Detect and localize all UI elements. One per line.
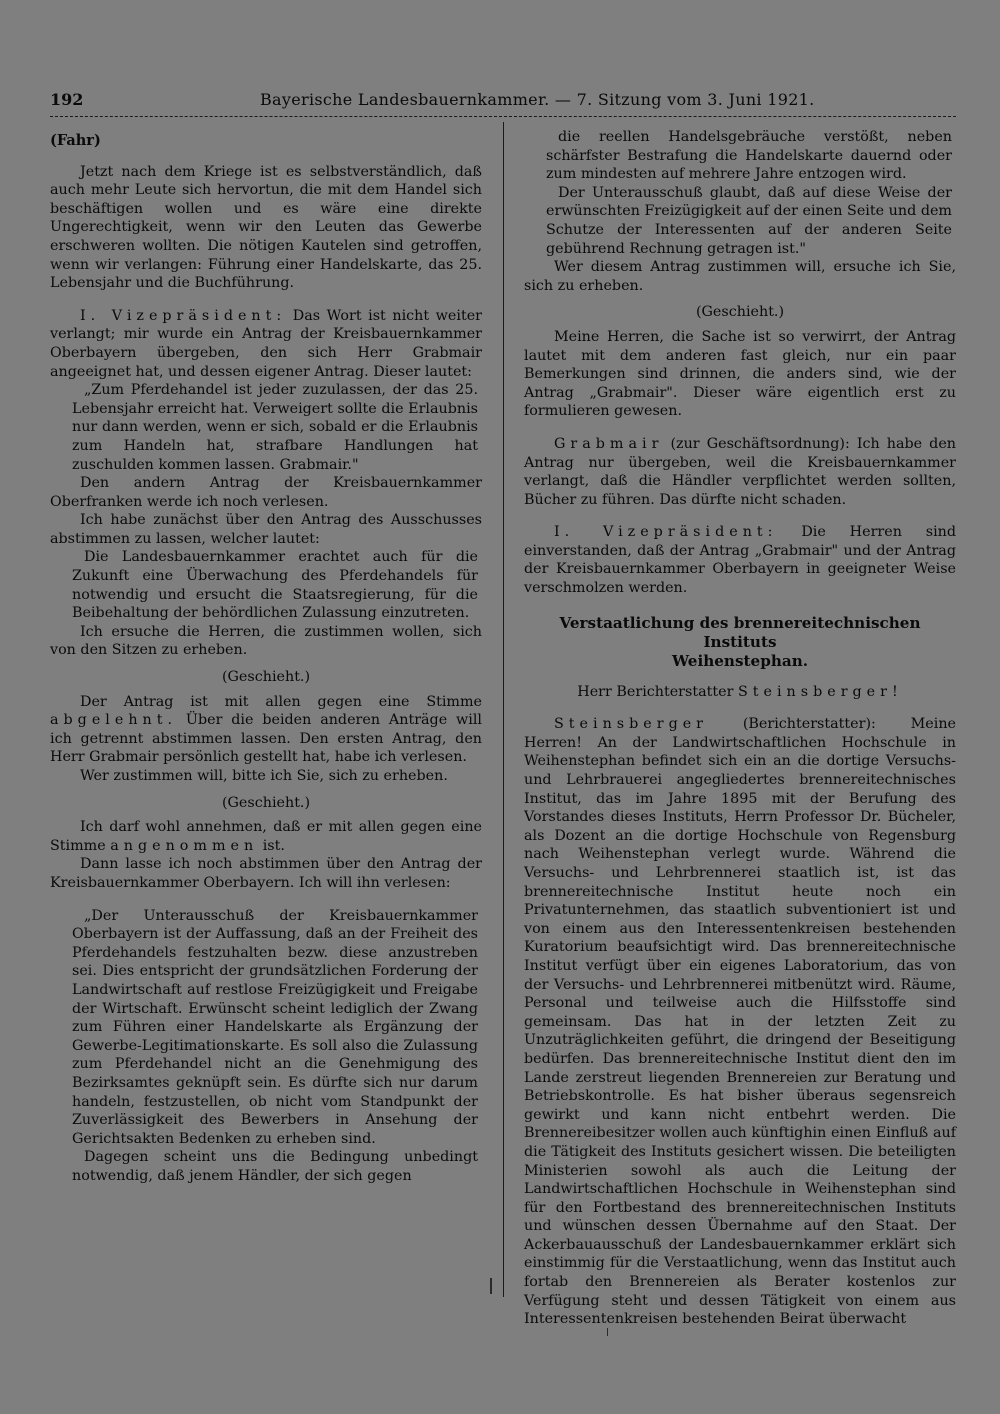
section-heading-line: Weihenstephan. bbox=[671, 651, 809, 670]
speaker-name: Grabmair bbox=[554, 435, 664, 452]
paragraph: Ich ersuche die Herren, die zustimmen wollen, sich von den Sitzen zu erheben. bbox=[50, 623, 482, 659]
paragraph bbox=[50, 693, 482, 767]
paragraph-text: Die Herren sind einverstanden, daß der Antrag „Grabmair" und der Antrag der Kreisbauernkammer Oberbayern in geeigneter Weise verschmolzen werden. bbox=[524, 524, 957, 597]
speaker-name: Steinsberger! bbox=[737, 683, 903, 700]
header-rule bbox=[50, 116, 956, 117]
page-header bbox=[50, 88, 950, 112]
quote: „Der Unterausschuß der Kreisbauernkammer Oberbayern ist der Auffassung, daß an der Freiheit des Pferdehandels festzuhalten bezw. diese anzustreben sei. Dies entspricht der grundsätzlichen Forderung der Landwirtschaft auf restlose Freizügigkeit und Freigabe der Wirtschaft. Erwünscht scheint lediglich der Zwang zum Führen einer Handelskarte als Ergänzung der Gewerbe-Legitimationskarte. Es soll also die Zulassung zum Pferdehandel nicht an die Genehmigung des Bezirksamtes geknüpft sein. Es dürfte sich nur darum handeln, festzustellen, ob nicht vom Standpunkt der Zuverlässigkeit des Bewerbers in Ansehung der Gerichtsakten Bedenken zu erheben sind. bbox=[72, 907, 478, 1147]
section-heading bbox=[524, 614, 956, 671]
paragraph-text: (Berichterstatter): Meine Herren! An der Landwirtschaftlichen Hochschule in Weihenstephan befindet sich ein an die dortige Versuchs- und Lehrbrauerei angegliedertes brennereitechnisches Institut, das im Jahre 1895 mit der Berufung des Vorstandes dieses Instituts, Herrn Professor Dr. Bücheler, als Dozent an die dortige Hochschule von Regensburg nach Weihenstephan verlegt wurde. Während die Versuchs- und Lehrbrennerei staatlich ist, ist das brennereitechnische Institut heute noch ein Privatunternehmen, das staatlich subventioniert ist und von einem aus den Interessentenkreisen bestehenden Kuratorium beaufsichtigt wird. Das brennereitechnische Institut verfügt über ein eigenes Laboratorium, das von der Versuchs- und Lehrbrennerei mitbenützt wird. Räume, Personal und teilweise auch die Hilfsstoffe sind gemeinsam. Das hat in der letzten Zeit zu Unzuträglichkeiten geführt, die dringend der Beseitigung bedürfen. Das brennereitechnische Institut dient den im Lande zerstreut liegenden Brennereien zur Beratung und Betriebskontrolle. Es hat bisher überaus segensreich gewirkt und kann nicht entbehrt werden. Die Brennereibesitzer wollen auch künftighin einen Einfluß auf die Tätigkeit des Instituts gesichert wissen. Die beteiligten Ministerien sowohl als auch die Leitung der Landwirtschaftlichen Hochschule in Weihenstephan sind für den Fortbestand des brennereitechnischen Instituts und wünschen dessen Übernahme auf den Staat. Der Ackerbauausschuß der Landesbauernkammer erklärt sich einstimmig für die Verstaatlichung, wenn das Institut auch fortab den Brennereien als Berater kostenlos zur Verfügung steht und dessen Tätigkeit von einem aus Interessentenkreisen bestehenden Beirat überwacht bbox=[524, 716, 956, 1328]
paragraph bbox=[50, 818, 482, 855]
speaker-name: Steinsberger bbox=[554, 716, 709, 733]
paragraph: Ich habe zunächst über den Antrag des Ausschusses abstimmen zu lassen, welcher lautet: bbox=[50, 512, 482, 547]
speaker-name: I. Vizepräsident: bbox=[80, 307, 287, 324]
page-number: 192 bbox=[50, 90, 84, 109]
paragraph-text: Herr Berichterstatter bbox=[577, 683, 734, 700]
speaker-tag: (Fahr) bbox=[50, 132, 101, 149]
paragraph-text: (zur Geschäftsordnung): Ich habe den Antrag nur übergeben, weil die Kreisbauernkammer verlangt, daß die Händler verpflichtet werden sollten, Bücher zu führen. Das dürfte nicht schaden. bbox=[524, 435, 956, 508]
speaker-name: I. Vizepräsident: bbox=[554, 524, 778, 541]
running-title: Bayerische Landesbauernkammer. — 7. Sitzung vom 3. Juni 1921. bbox=[260, 90, 815, 109]
paragraph: Wer diesem Antrag zustimmen will, ersuche ich Sie, sich zu erheben. bbox=[524, 259, 956, 294]
stage-direction: (Geschieht.) bbox=[221, 794, 311, 811]
paragraph: Meine Herren, die Sache ist so verwirrt, der Antrag lautet mit dem anderen fast gleich, nur ein paar Bemerkungen sind drinnen, die anders sind, wie der Antrag „Grabmair". Dieser wäre eigentlich erst zu formulieren gewesen. bbox=[524, 328, 956, 420]
quote: die reellen Handelsgebräuche verstößt, neben schärfster Bestrafung die Handelskarte dauernd oder zum mindesten auf mehrere Jahre entzogen wird. bbox=[546, 129, 952, 183]
paragraph-text: ist. bbox=[262, 837, 285, 854]
emphasis: angenommen bbox=[110, 837, 259, 854]
quote: „Zum Pferdehandel ist jeder zuzulassen, der das 25. Lebensjahr erreicht hat. Verweigert sollte die Erlaubnis nur dann werden, wenn er sich, sobald er die Erlaubnis zum Handeln hat, strafbare Handlungen hat zuschulden kommen lassen. Grabmair." bbox=[72, 382, 478, 473]
paragraph-text: Ich darf wohl annehmen, daß er mit allen gegen eine Stimme bbox=[50, 819, 482, 854]
print-mark bbox=[607, 1328, 608, 1336]
paragraph bbox=[524, 715, 956, 1329]
paragraph: Wer zustimmen will, bitte ich Sie, sich zu erheben. bbox=[80, 768, 448, 784]
paragraph-text: Über die beiden anderen Anträge will ich getrennt abstimmen lassen. Den ersten Antrag, den Herr Grabmair persönlich gestellt hat, habe ich verlesen. bbox=[50, 712, 482, 766]
paragraph: Dann lasse ich noch abstimmen über den Antrag der Kreisbauernkammer Oberbayern. Ich will ihn verlesen: bbox=[50, 856, 482, 891]
quote: Der Unterausschuß glaubt, daß auf diese Weise der erwünschten Freizügigkeit auf der einen Seite und dem Schutze der Interessenten auf der anderen Seite gebührend Rechnung getragen ist." bbox=[546, 184, 952, 257]
left-column bbox=[50, 128, 482, 1185]
print-mark bbox=[490, 1278, 492, 1294]
right-column bbox=[524, 128, 956, 1329]
section-heading-line: Verstaatlichung des brennereitechnischen Instituts bbox=[559, 613, 921, 651]
emphasis: abgelehnt. bbox=[50, 712, 178, 729]
paragraph: Jetzt nach dem Kriege ist es selbstverständlich, daß auch mehr Leute sich hervortun, die mit dem Handel sich beschäftigen wollen und es wäre eine direkte Ungerechtigkeit, wenn wir den Leuten das Gewerbe erschweren wollten. Die nötigen Kautelen sind getroffen, wenn wir verlangen: Führung einer Handelskarte, das 25. Lebensjahr und die Buchführung. bbox=[50, 163, 482, 292]
column-divider bbox=[503, 122, 504, 1297]
stage-direction: (Geschieht.) bbox=[221, 669, 311, 686]
paragraph: Den andern Antrag der Kreisbauernkammer Oberfranken werde ich noch verlesen. bbox=[50, 475, 482, 510]
stage-direction: (Geschieht.) bbox=[695, 304, 785, 321]
quote: Dagegen scheint uns die Bedingung unbedingt notwendig, daß jenem Händler, der sich gegen bbox=[72, 1149, 478, 1184]
paragraph bbox=[524, 683, 956, 702]
quote: Die Landesbauernkammer erachtet auch für die Zukunft eine Überwachung des Pferdehandels für notwendig und ersucht die Staatsregierung, für die Beibehaltung der behördlichen Zulassung einzutreten. bbox=[72, 549, 478, 622]
paragraph bbox=[50, 307, 482, 381]
paragraph-text: Der Antrag ist mit allen gegen eine Stimme bbox=[80, 693, 482, 710]
paragraph-text: Das Wort ist nicht weiter verlangt; mir wurde ein Antrag der Kreisbauernkammer Oberbayern übergeben, den sich Herr Grabmair angeeignet hat, und dessen eigener Antrag. Dieser lautet: bbox=[50, 307, 482, 380]
paragraph bbox=[524, 523, 956, 597]
paragraph bbox=[524, 435, 956, 509]
